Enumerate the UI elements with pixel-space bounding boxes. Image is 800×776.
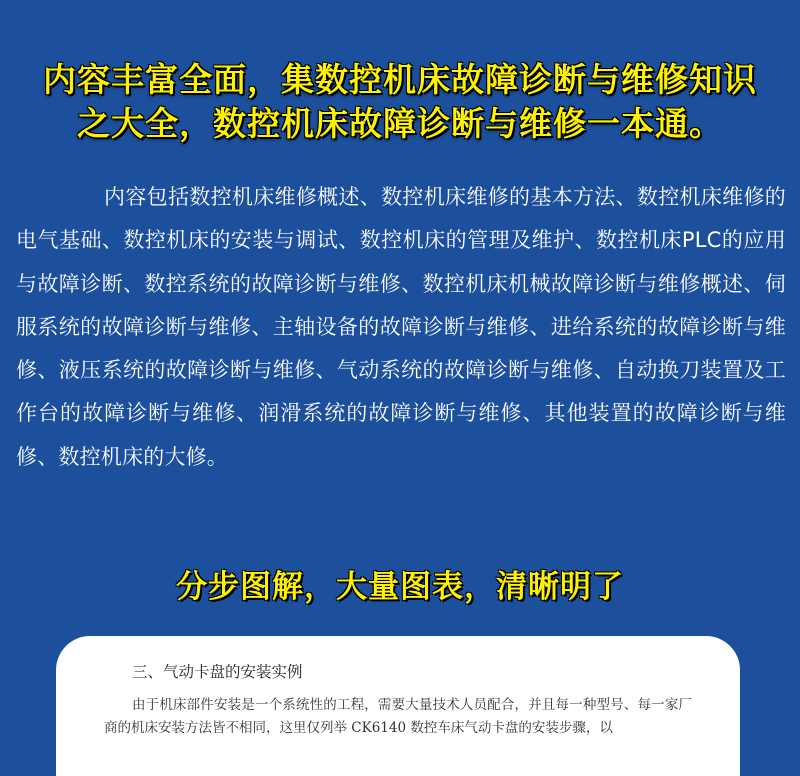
sample-page-card [56, 636, 740, 776]
headline-line-2: 之大全，数控机床故障诊断与维修一本通。 [77, 104, 723, 143]
section-heading: 分步图解，大量图表，清晰明了 [176, 569, 624, 605]
headline-line-1: 内容丰富全面，集数控机床故障诊断与维修知识 [43, 60, 757, 99]
description-paragraph: 内容包括数控机床维修概述、数控机床维修的基本方法、数控机床维修的电气基础、数控机床的安装与调试、数控机床的管理及维护、数控机床PLC的应用与故障诊断、数控系统的故障诊断与维修、数控机床机械故障诊断与维修概述、伺服系统的故障诊断与维修、主轴设备的故障诊断与维修、进给系统的故障诊断与维修、液压系统的故障诊断与维修、气动系统的故障诊断与维修、自动换刀装置及工作台的故障诊断与维修、润滑系统的故障诊断与维修、其他装置的故障诊断与维修、数控机床的大修。 [16, 185, 786, 469]
sample-page-paragraph: 由于机床部件安装是一个系统性的工程，需要大量技术人员配合，并且每一种型号、每一家厂商的机床安装方法皆不相同，这里仅列举 CK6140 数控车床气动卡盘的安装步骤，以 [104, 697, 692, 736]
sample-page-title: 三、气动卡盘的安装实例 [132, 663, 303, 681]
